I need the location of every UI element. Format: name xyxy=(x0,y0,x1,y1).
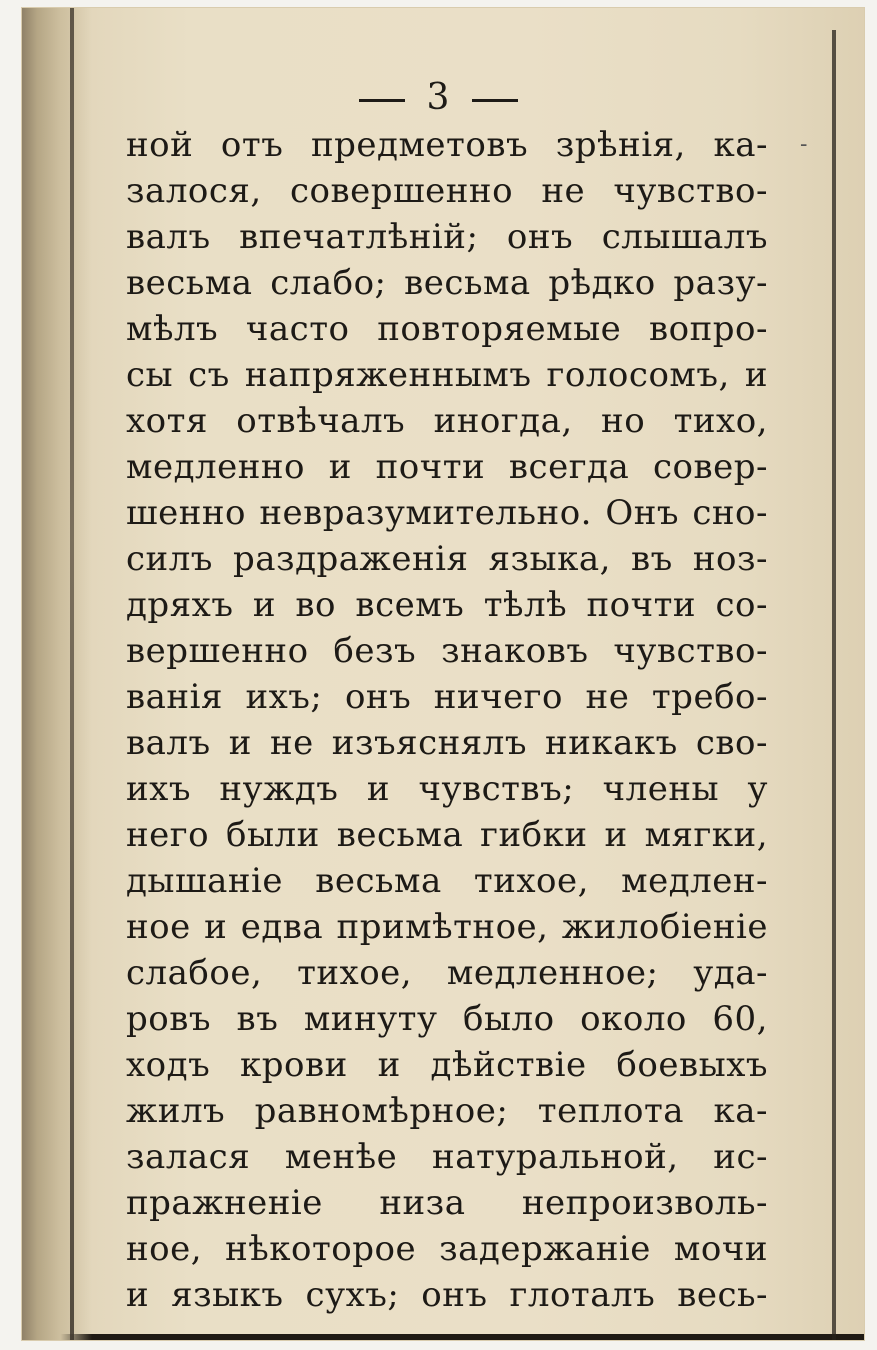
text-line: ное и едва примѣтное, жилобіеніе xyxy=(126,907,768,947)
text-line: весьма слабо; весьма рѣдко разу- xyxy=(126,263,768,303)
text-line: залася менѣе натуральной, ис- xyxy=(126,1137,768,1177)
text-line: ходъ крови и дѣйствіе боевыхъ xyxy=(126,1045,768,1085)
text-line: мѣлъ часто повторяемые вопро- xyxy=(126,309,768,349)
text-line: ихъ нуждъ и чувствъ; члены у xyxy=(126,769,768,809)
binding-fold-line xyxy=(70,8,74,1340)
text-line: сы съ напряженнымъ голосомъ, и xyxy=(126,355,768,395)
text-line: слабое, тихое, медленное; уда- xyxy=(126,953,768,993)
text-line: пражненіе низа непроизволь- xyxy=(126,1183,768,1223)
text-line: и языкъ сухъ; онъ глоталъ весь- xyxy=(126,1275,768,1315)
margin-mark: - xyxy=(800,132,808,157)
text-line: шенно невразумительно. Онъ сно- xyxy=(126,493,768,533)
binding-gutter-shadow xyxy=(22,8,92,1340)
page-right-edge xyxy=(832,30,836,1340)
text-line: ное, нѣкоторое задержаніе мочи xyxy=(126,1229,768,1269)
text-line: вершенно безъ знаковъ чувство- xyxy=(126,631,768,671)
text-line: него были весьма гибки и мягки, xyxy=(126,815,768,855)
page-number-dash-left xyxy=(359,99,405,102)
text-line: залося, совершенно не чувство- xyxy=(126,171,768,211)
text-line: силъ раздраженія языка, въ ноз- xyxy=(126,539,768,579)
page-number-value: 3 xyxy=(426,77,451,118)
page-number-dash-right xyxy=(472,99,518,102)
text-line: жилъ равномѣрное; теплота ка- xyxy=(126,1091,768,1131)
body-text xyxy=(126,122,768,1318)
text-line: валъ впечатлѣній; онъ слышалъ xyxy=(126,217,768,257)
text-line: дышаніе весьма тихое, медлен- xyxy=(126,861,768,901)
text-line: валъ и не изъяснялъ никакъ сво- xyxy=(126,723,768,763)
text-line: медленно и почти всегда совер- xyxy=(126,447,768,487)
text-line: хотя отвѣчалъ иногда, но тихо, xyxy=(126,401,768,441)
text-line: дряхъ и во всемъ тѣлѣ почти со- xyxy=(126,585,768,625)
page-number xyxy=(0,74,877,122)
text-line: ной отъ предметовъ зрѣнія, ка- xyxy=(126,125,768,165)
text-line: ровъ въ минуту было около 60, xyxy=(126,999,768,1039)
text-line: ванія ихъ; онъ ничего не требо- xyxy=(126,677,768,717)
